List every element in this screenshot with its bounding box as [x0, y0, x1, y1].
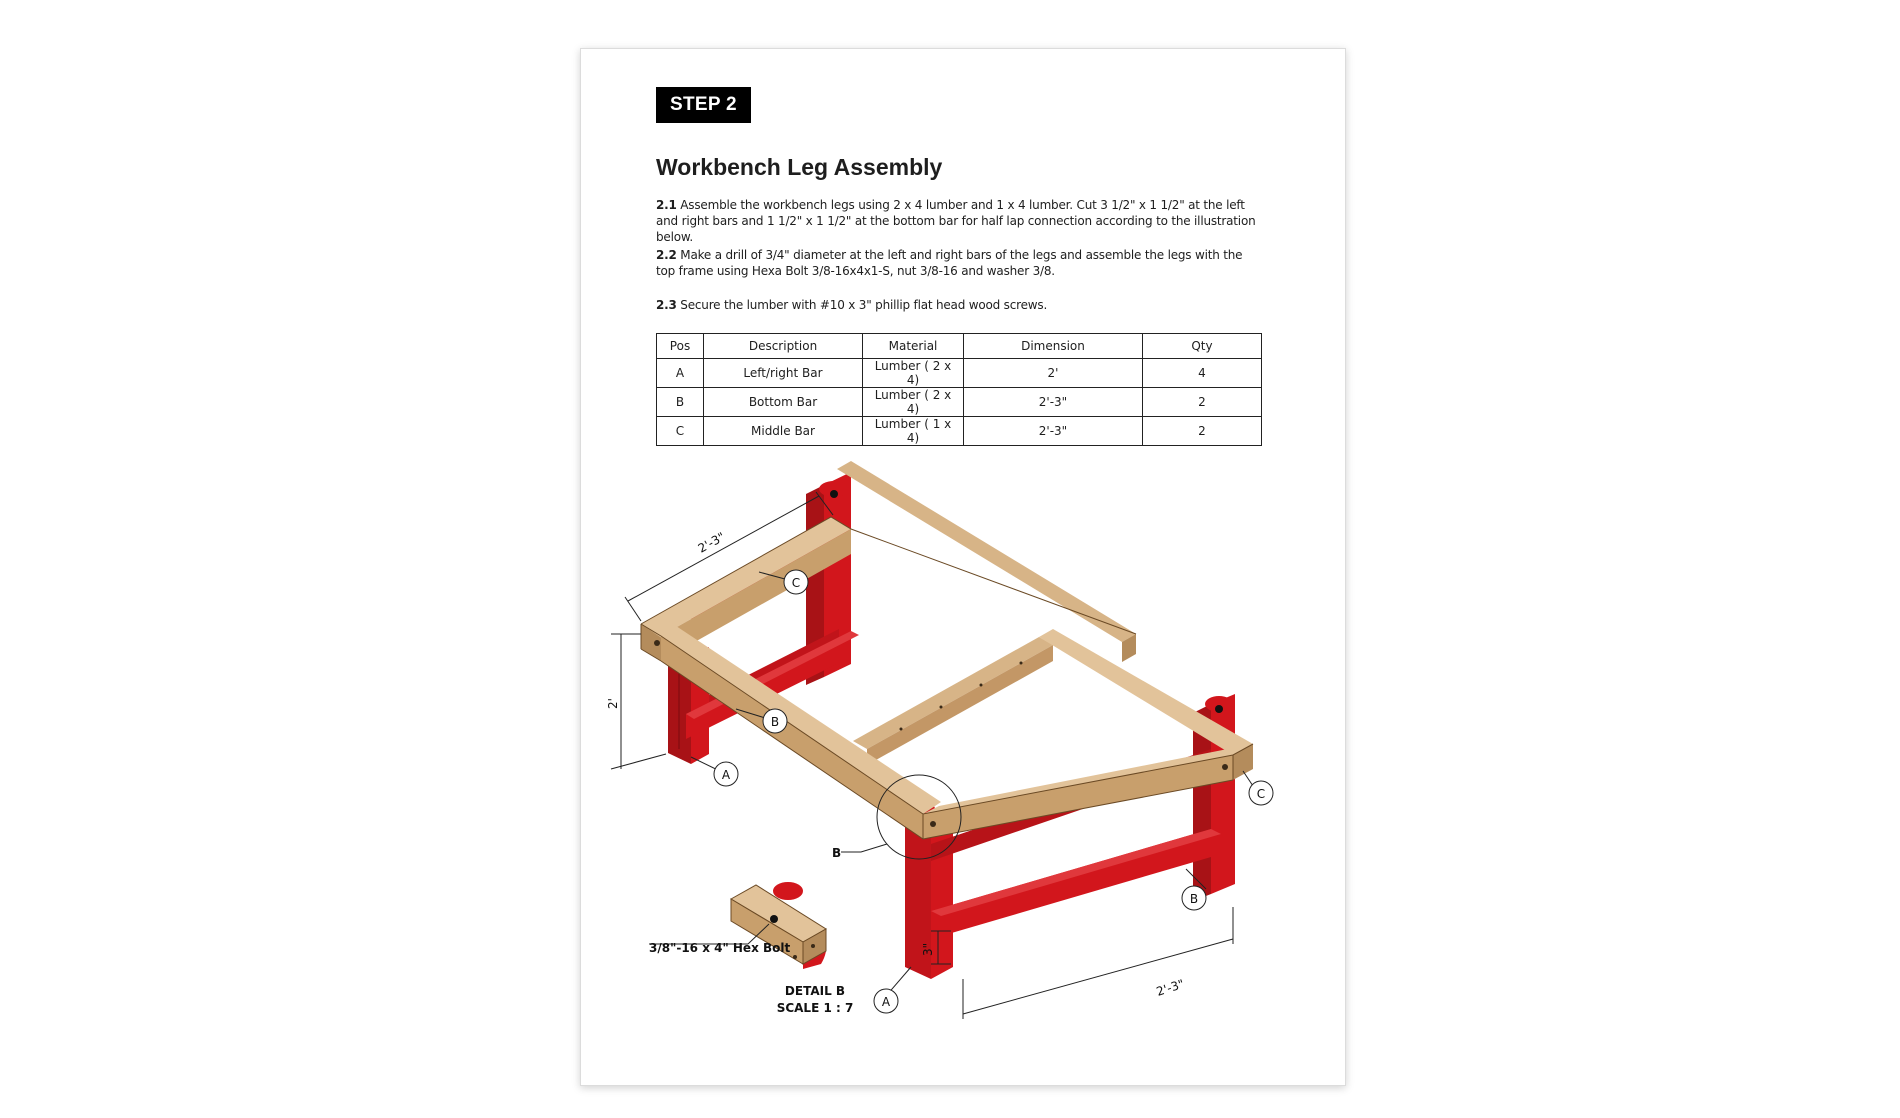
cell-dimension: 2'-3"	[964, 388, 1143, 417]
back-rail	[837, 461, 1136, 662]
dim-left-label: 2'	[606, 698, 620, 709]
cell-dimension: 2'-3"	[964, 417, 1143, 446]
middle-rail	[853, 637, 1053, 765]
detail-title: DETAIL B	[784, 984, 846, 998]
col-pos: Pos	[657, 334, 704, 359]
col-qty: Qty	[1143, 334, 1262, 359]
callout-a-left	[691, 757, 738, 786]
cell-dimension: 2'	[964, 359, 1143, 388]
bolt-label: 3/8"-16 x 4" Hex Bolt	[649, 941, 791, 955]
cell-qty: 2	[1143, 388, 1262, 417]
step-text: Secure the lumber with #10 x 3" phillip flat head wood screws.	[680, 298, 1048, 312]
dim-bottom-label: 2'-3"	[1154, 976, 1186, 999]
step-number: 2.2	[656, 248, 677, 262]
screw-holes	[654, 640, 1228, 827]
callout-label: B	[770, 715, 780, 729]
step-text: Assemble the workbench legs using 2 x 4 lumber and 1 x 4 lumber. Cut 3 1/2" x 1 1/2" at the left and right bars and 1 1/2" x 1 1/2" at the bottom bar for half lap connection according to the illustration below.	[656, 198, 1256, 244]
cell-description: Middle Bar	[704, 417, 863, 446]
cell-qty: 4	[1143, 359, 1262, 388]
cell-pos: B	[657, 388, 704, 417]
col-material: Material	[863, 334, 964, 359]
cell-description: Bottom Bar	[704, 388, 863, 417]
col-description: Description	[704, 334, 863, 359]
instruction-page	[580, 48, 1346, 1086]
dim-top-label: 2'-3"	[695, 529, 728, 556]
callout-label: A	[721, 768, 731, 782]
detail-ref-label: B	[832, 846, 842, 860]
step-text: Make a drill of 3/4" diameter at the left and right bars of the legs and assemble the legs with the top frame using Hexa Bolt 3/8-16x4x1-S, nut 3/8-16 and washer 3/8.	[656, 248, 1243, 278]
callout-c-right	[1243, 771, 1273, 805]
callout-label: C	[1256, 787, 1266, 801]
cell-pos: A	[657, 359, 704, 388]
callout-label: B	[1189, 892, 1199, 906]
callout-label: C	[791, 576, 801, 590]
workbench-drawing	[581, 49, 1345, 1085]
detail-scale: SCALE 1 : 7	[776, 1001, 854, 1015]
dim-small-label: 3"	[921, 942, 935, 956]
step-number: 2.1	[656, 198, 677, 212]
cell-material: Lumber ( 2 x 4)	[863, 359, 964, 388]
cell-qty: 2	[1143, 417, 1262, 446]
callout-label: A	[881, 995, 891, 1009]
cell-pos: C	[657, 417, 704, 446]
step-number: 2.3	[656, 298, 677, 312]
callout-a-right	[874, 967, 911, 1013]
step-badge: STEP 2	[656, 87, 751, 123]
cell-material: Lumber ( 1 x 4)	[863, 417, 964, 446]
cell-material: Lumber ( 2 x 4)	[863, 388, 964, 417]
page-title: Workbench Leg Assembly	[656, 154, 943, 180]
cell-description: Left/right Bar	[704, 359, 863, 388]
col-dimension: Dimension	[964, 334, 1143, 359]
